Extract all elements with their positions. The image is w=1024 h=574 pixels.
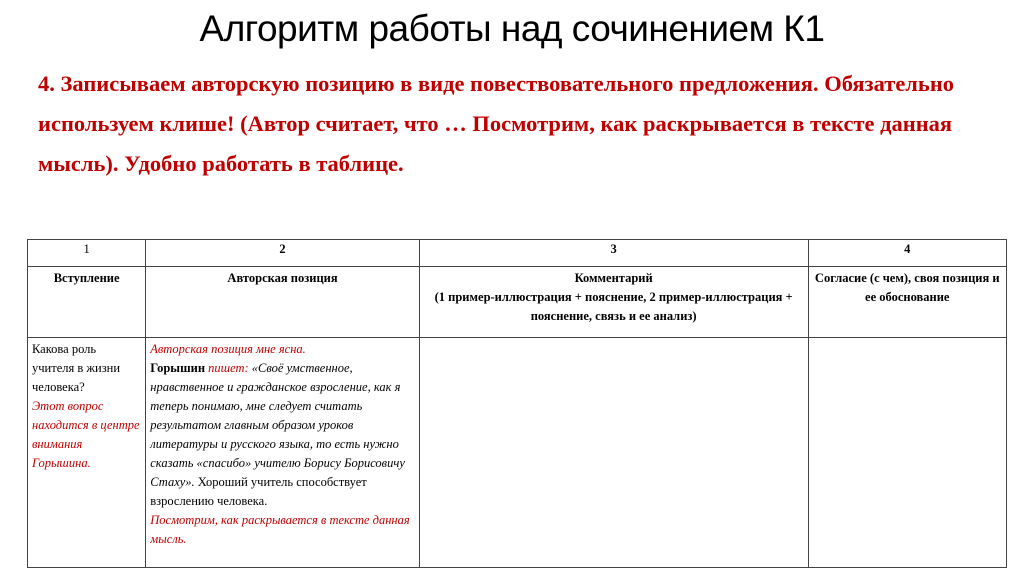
intro-question: Какова роль учителя в жизни человека? — [32, 342, 121, 394]
essay-table — [27, 239, 1007, 568]
table-row — [28, 338, 1007, 568]
table-number-row — [28, 240, 1007, 267]
instruction-text: 4. Записываем авторскую позицию в виде повествовательного предложения. Обязательно используем клише! (Автор считает, что … Посмотрим, как раскрывается в тексте данная мысль). Удобно работать в таблице. — [38, 71, 955, 176]
header-comment — [419, 267, 808, 338]
cell-comment — [419, 338, 808, 568]
position-cliche: Посмотрим, как раскрывается в тексте данная мысль. — [150, 513, 410, 546]
header-agreement: Согласие (с чем), своя позиция и ее обоснование — [808, 267, 1007, 338]
slide-title: Алгоритм работы над сочинением К1 — [199, 8, 825, 49]
column-number-3: 3 — [419, 240, 808, 267]
header-author-position: Авторская позиция — [146, 267, 420, 338]
header-comment-title: Комментарий — [574, 271, 653, 285]
position-conclusion: Хороший учитель способствует взрослению человека. — [150, 475, 367, 508]
cell-agreement — [808, 338, 1007, 568]
position-quote: «Своё умственное, нравственное и гражданское взросление, как я теперь понимаю, мне следует считать результатом главным образом уроков литературы и русского языка, то есть нужно сказать «спасибо» учителю Борису Борисовичу Стаху». — [150, 361, 405, 489]
cell-author-position — [146, 338, 420, 568]
position-quote-block — [150, 359, 415, 511]
intro-note: Этот вопрос находится в центре внимания Горышина. — [32, 399, 140, 470]
position-author: Горышин — [150, 361, 206, 375]
position-clear: Авторская позиция мне ясна. — [150, 342, 306, 356]
cell-introduction — [28, 338, 146, 568]
column-number-4: 4 — [808, 240, 1007, 267]
header-introduction: Вступление — [28, 267, 146, 338]
header-comment-subtitle: (1 пример-иллюстрация + пояснение, 2 пример-иллюстрация + пояснение, связь и ее анализ) — [434, 290, 793, 323]
column-number-1: 1 — [28, 240, 146, 267]
column-number-2: 2 — [146, 240, 420, 267]
table-header-row — [28, 267, 1007, 338]
position-writes: пишет: — [208, 361, 249, 375]
